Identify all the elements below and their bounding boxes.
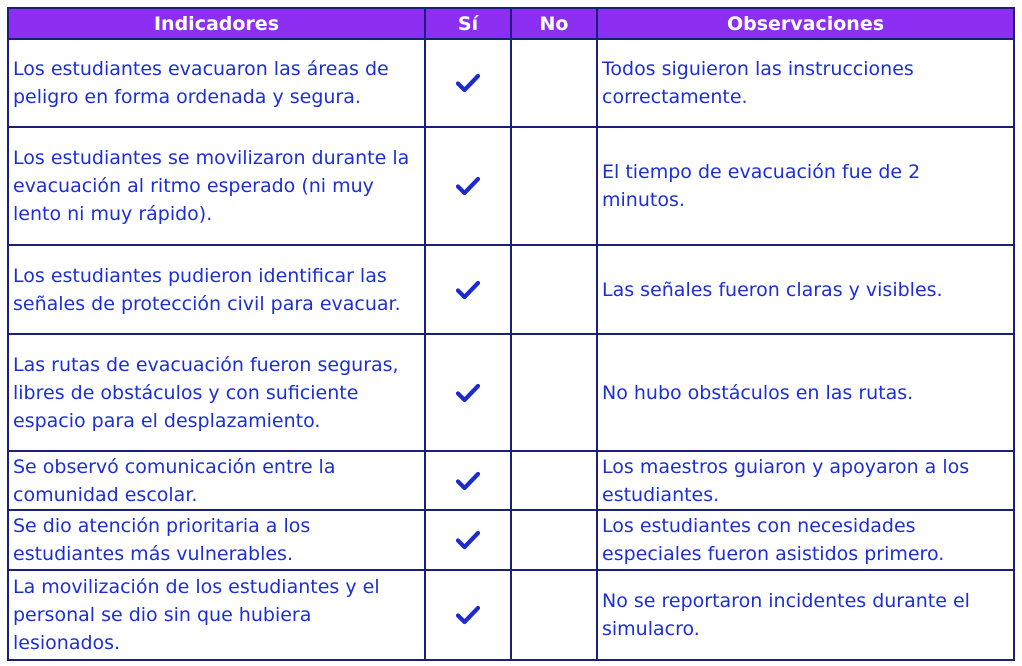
- no-cell: [512, 452, 598, 511]
- si-cell: [426, 128, 512, 246]
- indicator-cell: Los estudiantes pudieron identificar las señales de protección civil para evacuar.: [9, 246, 426, 335]
- header-si: Sí: [426, 9, 512, 40]
- indicator-cell: La movilización de los estudiantes y el personal se dio sin que hubiera lesionados.: [9, 571, 426, 659]
- check-icon: [456, 530, 480, 550]
- si-cell: [426, 452, 512, 511]
- check-icon: [456, 383, 480, 403]
- indicator-cell: Los estudiantes evacuaron las áreas de peligro en forma ordenada y segura.: [9, 40, 426, 128]
- no-cell: [512, 335, 598, 452]
- observation-cell: No hubo obstáculos en las rutas.: [598, 335, 1013, 452]
- check-icon: [456, 471, 480, 491]
- observation-cell: Todos siguieron las instrucciones correctamente.: [598, 40, 1013, 128]
- no-cell: [512, 246, 598, 335]
- observation-cell: Los maestros guiaron y apoyaron a los estudiantes.: [598, 452, 1013, 511]
- si-cell: [426, 40, 512, 128]
- evaluation-table: [7, 7, 1015, 661]
- si-cell: [426, 335, 512, 452]
- header-indicadores: Indicadores: [9, 9, 426, 40]
- no-cell: [512, 40, 598, 128]
- indicator-cell: Los estudiantes se movilizaron durante la evacuación al ritmo esperado (ni muy lento ni muy rápido).: [9, 128, 426, 246]
- header-observaciones: Observaciones: [598, 9, 1013, 40]
- no-cell: [512, 511, 598, 571]
- observation-cell: Las señales fueron claras y visibles.: [598, 246, 1013, 335]
- indicator-cell: Las rutas de evacuación fueron seguras, libres de obstáculos y con suficiente espacio para el desplazamiento.: [9, 335, 426, 452]
- header-no: No: [512, 9, 598, 40]
- si-cell: [426, 571, 512, 659]
- indicator-cell: Se dio atención prioritaria a los estudiantes más vulnerables.: [9, 511, 426, 571]
- no-cell: [512, 571, 598, 659]
- observation-cell: Los estudiantes con necesidades especiales fueron asistidos primero.: [598, 511, 1013, 571]
- observation-cell: No se reportaron incidentes durante el simulacro.: [602, 590, 970, 640]
- indicator-cell: Se observó comunicación entre la comunidad escolar.: [9, 452, 426, 511]
- check-icon: [456, 176, 480, 196]
- no-cell: [512, 128, 598, 246]
- si-cell: [426, 246, 512, 335]
- check-icon: [456, 280, 480, 300]
- si-cell: [426, 511, 512, 571]
- check-icon: [456, 605, 480, 625]
- check-icon: [456, 73, 480, 93]
- observation-cell: El tiempo de evacuación fue de 2 minutos.: [598, 128, 1013, 246]
